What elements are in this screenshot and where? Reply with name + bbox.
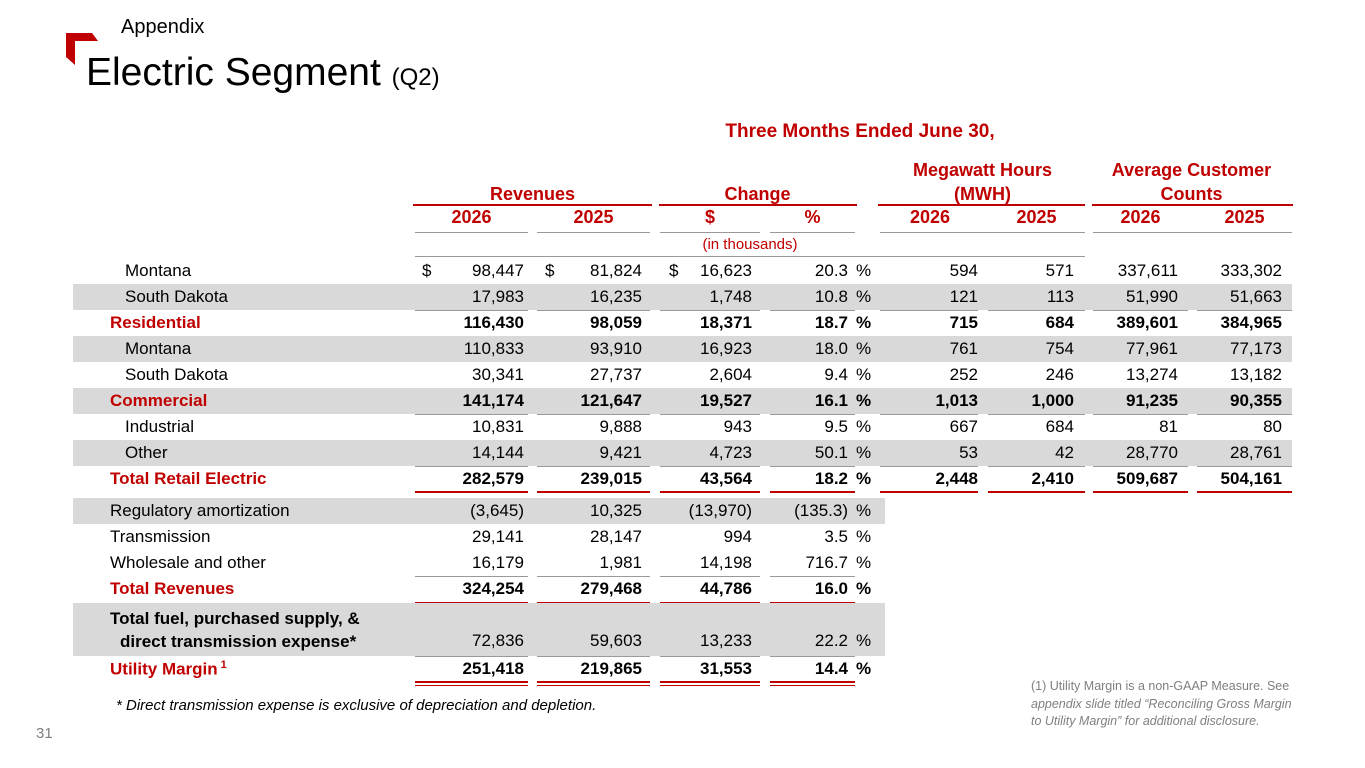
table-cell: % bbox=[856, 527, 872, 546]
table-cell: 77,173 bbox=[1230, 339, 1282, 358]
table-cell: 4,723 bbox=[709, 443, 752, 462]
rule bbox=[660, 466, 760, 467]
year-header: 2025 bbox=[1224, 207, 1265, 227]
table-cell: 10,831 bbox=[472, 417, 524, 436]
table-cell: 90,355 bbox=[1230, 391, 1282, 410]
table-cell: 504,161 bbox=[1220, 469, 1282, 488]
rule bbox=[659, 204, 857, 206]
rule bbox=[660, 491, 760, 493]
rule bbox=[415, 256, 1085, 257]
table-cell: 13,182 bbox=[1230, 365, 1282, 384]
table-cell: 2,604 bbox=[709, 365, 752, 384]
table-cell: 14.4 bbox=[814, 659, 848, 678]
year-header: 2026 bbox=[909, 207, 951, 227]
table-cell: 77,961 bbox=[1126, 339, 1178, 358]
year-header: % bbox=[804, 207, 821, 227]
rule bbox=[415, 685, 528, 686]
table-cell: 246 bbox=[1045, 365, 1074, 384]
table-cell: 16,623 bbox=[700, 261, 752, 280]
rule bbox=[660, 656, 760, 657]
table-cell: 29,141 bbox=[472, 527, 524, 546]
rule bbox=[1093, 414, 1188, 415]
group-customers: Average Customer Counts bbox=[1111, 160, 1272, 204]
table-cell: 9.4 bbox=[824, 365, 848, 384]
rule bbox=[537, 414, 650, 415]
year-header: 2026 bbox=[451, 207, 492, 227]
rule bbox=[537, 681, 650, 683]
table-cell: % bbox=[856, 469, 872, 488]
rule bbox=[660, 310, 760, 311]
year-header: $ bbox=[704, 207, 715, 227]
table-cell: 10,325 bbox=[590, 501, 642, 520]
table-cell: 28,770 bbox=[1126, 443, 1178, 462]
rule bbox=[880, 491, 978, 493]
table-cell: % bbox=[856, 313, 872, 332]
rule bbox=[770, 414, 855, 415]
table-cell: 98,059 bbox=[590, 313, 642, 332]
table-cell: 110,833 bbox=[463, 339, 524, 358]
rule bbox=[880, 466, 978, 467]
table-cell: 19,527 bbox=[700, 391, 752, 410]
rule bbox=[415, 414, 528, 415]
units-note: (in thousands) bbox=[702, 236, 798, 253]
rule bbox=[988, 491, 1085, 493]
rule bbox=[537, 491, 650, 493]
table-cell: $ bbox=[669, 261, 679, 280]
row-label: Wholesale and other bbox=[110, 553, 266, 572]
table-cell: 2,448 bbox=[935, 469, 978, 488]
table-cell: 30,341 bbox=[472, 365, 524, 384]
table-cell: (13,970) bbox=[688, 501, 752, 520]
footnote-marker: 1 bbox=[220, 659, 227, 671]
rule bbox=[1093, 310, 1188, 311]
table-cell: 715 bbox=[949, 313, 978, 332]
table-cell: % bbox=[856, 579, 872, 598]
table-cell: 98,447 bbox=[472, 261, 524, 280]
row-label: Total Retail Electric bbox=[110, 469, 267, 488]
table-cell: 279,468 bbox=[580, 579, 642, 598]
row-label: Residential bbox=[110, 313, 201, 332]
table-cell: 20.3 bbox=[814, 261, 848, 280]
table-cell: 18.2 bbox=[814, 469, 848, 488]
table-cell: 141,174 bbox=[462, 391, 524, 410]
row-label: Commercial bbox=[110, 391, 208, 410]
table-cell: 42 bbox=[1055, 443, 1074, 462]
table-cell: % bbox=[856, 443, 872, 462]
rule bbox=[537, 232, 650, 233]
rule bbox=[1197, 491, 1292, 493]
table-cell: 22.2 bbox=[814, 631, 848, 650]
table-cell: 754 bbox=[1045, 339, 1074, 358]
table-cell: 994 bbox=[723, 527, 752, 546]
table-cell: 333,302 bbox=[1220, 261, 1282, 280]
table-cell: 239,015 bbox=[580, 469, 642, 488]
table-cell: 716.7 bbox=[805, 553, 848, 572]
rule bbox=[413, 204, 652, 206]
rule bbox=[660, 414, 760, 415]
table-cell: $ bbox=[422, 261, 432, 280]
table-cell: 684 bbox=[1045, 417, 1074, 436]
table-cell: 16,179 bbox=[472, 553, 524, 572]
rule bbox=[660, 232, 760, 233]
table-cell: 81,824 bbox=[590, 261, 642, 280]
page-title: Electric Segment (Q2) bbox=[86, 51, 440, 94]
table-cell: 389,601 bbox=[1116, 313, 1178, 332]
row-label: Other bbox=[125, 443, 168, 462]
table-cell: 53 bbox=[959, 443, 978, 462]
table-cell: 80 bbox=[1263, 417, 1282, 436]
rule bbox=[415, 310, 528, 311]
table-cell: 9,421 bbox=[599, 443, 642, 462]
table-cell: (135.3) bbox=[794, 501, 848, 520]
rule bbox=[770, 656, 855, 657]
period-header: Three Months Ended June 30, bbox=[725, 121, 995, 142]
year-header: 2025 bbox=[1016, 207, 1057, 227]
table-cell: 337,611 bbox=[1117, 261, 1178, 280]
rule bbox=[1197, 310, 1292, 311]
rule bbox=[415, 491, 528, 493]
table-cell: 10.8 bbox=[814, 287, 848, 306]
table-cell: % bbox=[856, 659, 872, 678]
table-cell: % bbox=[856, 365, 872, 384]
table-cell: 13,274 bbox=[1126, 365, 1178, 384]
table-cell: 667 bbox=[949, 417, 978, 436]
rule bbox=[1093, 491, 1188, 493]
table-cell: 43,564 bbox=[700, 469, 752, 488]
table-cell: % bbox=[856, 261, 872, 280]
table-cell: 91,235 bbox=[1126, 391, 1178, 410]
rule bbox=[878, 204, 1085, 206]
rule bbox=[1092, 204, 1293, 206]
section-label: Appendix bbox=[121, 16, 205, 38]
rule bbox=[770, 491, 855, 493]
table-cell: % bbox=[856, 417, 872, 436]
table-cell: 17,983 bbox=[472, 287, 524, 306]
rule bbox=[415, 466, 528, 467]
table-cell: 2,410 bbox=[1031, 469, 1074, 488]
table-cell: 13,233 bbox=[700, 631, 752, 650]
page-number: 31 bbox=[36, 725, 53, 742]
table-cell: 16,923 bbox=[700, 339, 752, 358]
page-title-sub: (Q2) bbox=[391, 64, 440, 91]
table-cell: % bbox=[856, 631, 872, 650]
table-cell: 81 bbox=[1159, 417, 1178, 436]
rule bbox=[537, 685, 650, 686]
table-cell: 50.1 bbox=[814, 443, 848, 462]
table-cell: 59,603 bbox=[590, 631, 642, 650]
table-cell: 509,687 bbox=[1116, 469, 1178, 488]
rule bbox=[1093, 466, 1188, 467]
rule bbox=[770, 576, 855, 577]
table-cell: 251,418 bbox=[462, 659, 524, 678]
rule bbox=[988, 466, 1085, 467]
row-label: Regulatory amortization bbox=[110, 501, 290, 520]
row-label: Industrial bbox=[125, 417, 194, 436]
table-cell: 14,198 bbox=[700, 553, 752, 572]
footnote-utility-margin: (1) Utility Margin is a non-GAAP Measure. See appendix slide titled “Reconciling Gross Margin to Utility Margin” for additional disclosure. bbox=[1031, 679, 1292, 728]
table-cell: % bbox=[856, 391, 872, 410]
rule bbox=[770, 232, 855, 233]
rule bbox=[770, 685, 855, 686]
table-cell: 31,553 bbox=[700, 659, 752, 678]
table-cell: 16.1 bbox=[814, 391, 848, 410]
table-cell: 121 bbox=[949, 287, 978, 306]
table-cell: 16,235 bbox=[590, 287, 642, 306]
group-change: Change bbox=[724, 184, 791, 204]
rule bbox=[660, 685, 760, 686]
rule bbox=[770, 681, 855, 683]
row-label: South Dakota bbox=[125, 287, 229, 306]
table-cell: 93,910 bbox=[590, 339, 642, 358]
table-cell: 72,836 bbox=[472, 631, 524, 650]
year-header: 2026 bbox=[1120, 207, 1161, 227]
rule bbox=[1197, 414, 1292, 415]
rule bbox=[415, 232, 528, 233]
rule bbox=[880, 310, 978, 311]
table-cell: 571 bbox=[1045, 261, 1074, 280]
rule bbox=[660, 681, 760, 683]
row-label: Transmission bbox=[110, 527, 211, 546]
rule bbox=[415, 681, 528, 683]
year-header: 2025 bbox=[573, 207, 614, 227]
table-cell: 51,663 bbox=[1230, 287, 1282, 306]
footnote-direct-transmission: * Direct transmission expense is exclusive of depreciation and depletion. bbox=[116, 697, 597, 714]
rule bbox=[660, 576, 760, 577]
table-cell: 16.0 bbox=[814, 579, 848, 598]
table-cell: 219,865 bbox=[580, 659, 642, 678]
row-label: Total Revenues bbox=[110, 579, 235, 598]
row-label: Total fuel, purchased supply, & direct transmission expense* bbox=[110, 609, 360, 651]
table-cell: 684 bbox=[1045, 313, 1074, 332]
rule bbox=[1197, 466, 1292, 467]
table-cell: 761 bbox=[949, 339, 978, 358]
table-cell: 324,254 bbox=[462, 579, 524, 598]
rule bbox=[1093, 232, 1292, 233]
table-cell: 27,737 bbox=[590, 365, 642, 384]
table-cell: 282,579 bbox=[462, 469, 524, 488]
rule bbox=[770, 310, 855, 311]
rule bbox=[880, 414, 978, 415]
row-label: Utility Margin $^1$ bbox=[110, 659, 227, 679]
table-cell: $ bbox=[545, 261, 555, 280]
table-cell: % bbox=[856, 553, 872, 572]
table-cell: 121,647 bbox=[580, 391, 642, 410]
rule bbox=[988, 310, 1085, 311]
rule bbox=[415, 656, 528, 657]
rule bbox=[537, 466, 650, 467]
table-cell: 113 bbox=[1046, 287, 1074, 306]
rule bbox=[770, 466, 855, 467]
table-cell: 1,748 bbox=[709, 287, 752, 306]
table-cell: 9.5 bbox=[824, 417, 848, 436]
table-cell: 252 bbox=[949, 365, 978, 384]
table-cell: 594 bbox=[949, 261, 978, 280]
table-cell: 1,013 bbox=[935, 391, 978, 410]
table-cell: 18,371 bbox=[700, 313, 752, 332]
table-cell: 28,147 bbox=[590, 527, 642, 546]
table-cell: 1,981 bbox=[599, 553, 642, 572]
table-cell: % bbox=[856, 501, 872, 520]
table-cell: 116,430 bbox=[463, 313, 524, 332]
group-mwh: Megawatt Hours (MWH) bbox=[912, 160, 1053, 204]
rule bbox=[415, 576, 528, 577]
table-cell: 28,761 bbox=[1230, 443, 1282, 462]
rule bbox=[537, 656, 650, 657]
table-cell: 943 bbox=[723, 417, 752, 436]
rule bbox=[880, 232, 1085, 233]
rule bbox=[537, 310, 650, 311]
table-cell: 1,000 bbox=[1031, 391, 1074, 410]
row-label: Montana bbox=[125, 339, 192, 358]
table-cell: 14,144 bbox=[472, 443, 524, 462]
rule bbox=[537, 576, 650, 577]
table-cell: % bbox=[856, 339, 872, 358]
table-cell: % bbox=[856, 287, 872, 306]
table-cell: 9,888 bbox=[599, 417, 642, 436]
table-cell: (3,645) bbox=[470, 501, 524, 520]
table-cell: 44,786 bbox=[700, 579, 752, 598]
table-cell: 18.7 bbox=[814, 313, 848, 332]
row-label: South Dakota bbox=[125, 365, 229, 384]
table-cell: 18.0 bbox=[814, 339, 848, 358]
rule bbox=[988, 414, 1085, 415]
table-cell: 51,990 bbox=[1126, 287, 1178, 306]
group-revenues: Revenues bbox=[489, 184, 576, 204]
table-cell: 3.5 bbox=[824, 527, 848, 546]
row-label: Montana bbox=[125, 261, 192, 280]
table-cell: 384,965 bbox=[1220, 313, 1282, 332]
